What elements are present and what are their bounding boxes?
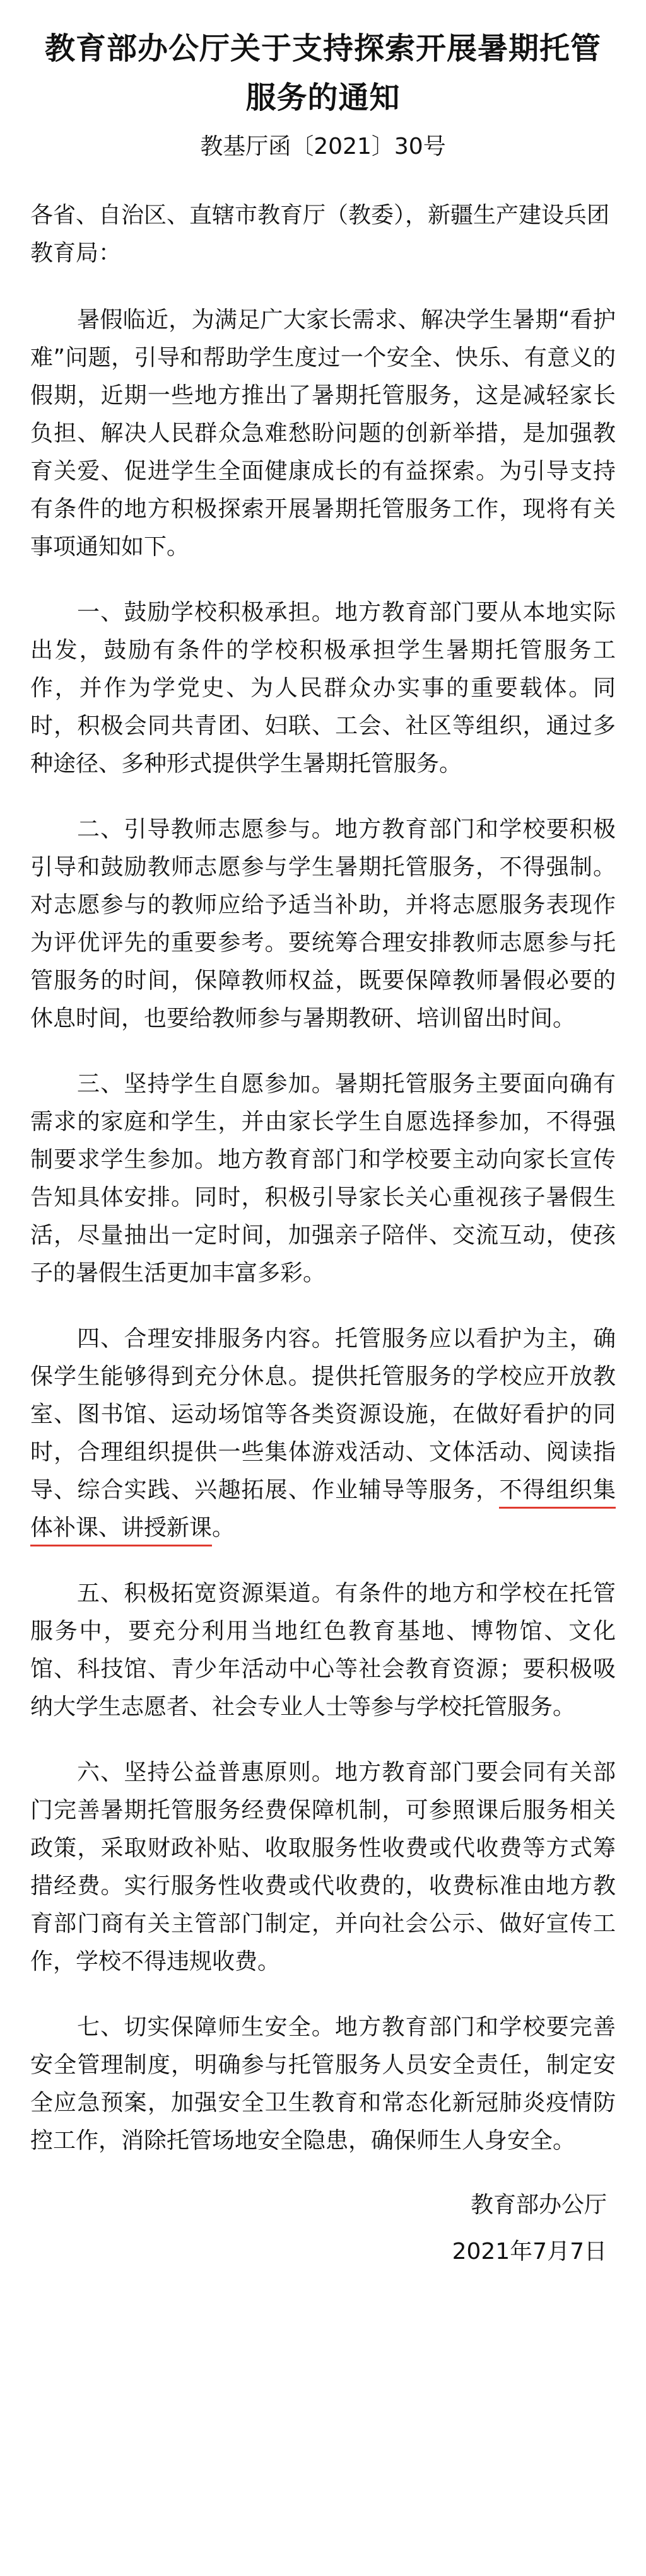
underlined-emphasis: 不得组织集体补课、讲授新课: [30, 1477, 616, 1546]
section-3-paragraph: 三、坚持学生自愿参加。暑期托管服务主要面向确有需求的家庭和学生，并由家长学生自愿选择参加，不得强制要求学生参加。地方教育部门和学校要主动向家长宣传告知具体安排。同时，积极引导家长关心重视孩子暑假生活，尽量抽出一定时间，加强亲子陪伴、交流互动，使孩子的暑假生活更加丰富多彩。: [30, 1071, 616, 1286]
signing-date: 2021年7月7日: [452, 2239, 607, 2265]
document-title: 教育部办公厅关于支持探索开展暑期托管服务的通知: [44, 31, 601, 115]
section-2-paragraph: 二、引导教师志愿参与。地方教育部门和学校要积极引导和鼓励教师志愿参与学生暑期托管服务，不得强制。对志愿参与的教师应给予适当补助，并将志愿服务表现作为评优评先的重要参考。要统筹合理安排教师志愿参与托管服务的时间，保障教师权益，既要保障教师暑假必要的休息时间，也要给教师参与暑期教研、培训留出时间。: [30, 816, 616, 1031]
section-5-paragraph: 五、积极拓宽资源渠道。有条件的地方和学校在托管服务中，要充分利用当地红色教育基地、博物馆、文化馆、科技馆、青少年活动中心等社会教育资源；要积极吸纳大学生志愿者、社会专业人士等参与学校托管服务。: [30, 1581, 616, 1720]
section-6-paragraph: 六、坚持公益普惠原则。地方教育部门要会同有关部门完善暑期托管服务经费保障机制，可参照课后服务相关政策，采取财政补贴、收取服务性收费或代收费等方式筹措经费。实行服务性收费或代收费的，收费标准由地方教育部门商有关主管部门制定，并向社会公示、做好宣传工作，学校不得违规收费。: [30, 1760, 616, 1975]
document-number: 教基厅函〔2021〕30号: [200, 134, 446, 160]
signing-organization: 教育部办公厅: [470, 2192, 607, 2218]
section-1-paragraph: 一、鼓励学校积极承担。地方教育部门要从本地实际出发，鼓励有条件的学校积极承担学生暑期托管服务工作，并作为学党史、为人民群众办实事的重要载体。同时，积极会同共青团、妇联、工会、社区等组织，通过多种途径、多种形式提供学生暑期托管服务。: [30, 600, 616, 777]
signoff-block: [30, 2185, 616, 2272]
section-7-paragraph: 七、切实保障师生安全。地方教育部门和学校要完善安全管理制度，明确参与托管服务人员安全责任，制定安全应急预案，加强安全卫生教育和常态化新冠肺炎疫情防控工作，消除托管场地安全隐患，确保师生人身安全。: [30, 2014, 616, 2154]
addressee: 各省、自治区、直辖市教育厅（教委），新疆生产建设兵团教育局：: [30, 202, 610, 266]
intro-paragraph: 暑假临近，为满足广大家长需求、解决学生暑期“看护难”问题，引导和帮助学生度过一个安全、快乐、有意义的假期，近期一些地方推出了暑期托管服务，这是减轻家长负担、解决人民群众急难愁盼问题的创新举措，是加强教育关爱、促进学生全面健康成长的有益探索。为引导支持有条件的地方积极探索开展暑期托管服务工作，现将有关事项通知如下。: [30, 307, 616, 560]
section-4-paragraph: [30, 1320, 616, 1547]
section-4-text: 四、合理安排服务内容。托管服务应以看护为主，确保学生能够得到充分休息。提供托管服务的学校应开放教室、图书馆、运动场馆等各类资源设施，在做好看护的同时，合理组织提供一些集体游戏活动、文体活动、阅读指导、综合实践、兴趣拓展、作业辅导等服务，: [30, 1326, 616, 1503]
section-4-tail: 。: [212, 1515, 235, 1541]
